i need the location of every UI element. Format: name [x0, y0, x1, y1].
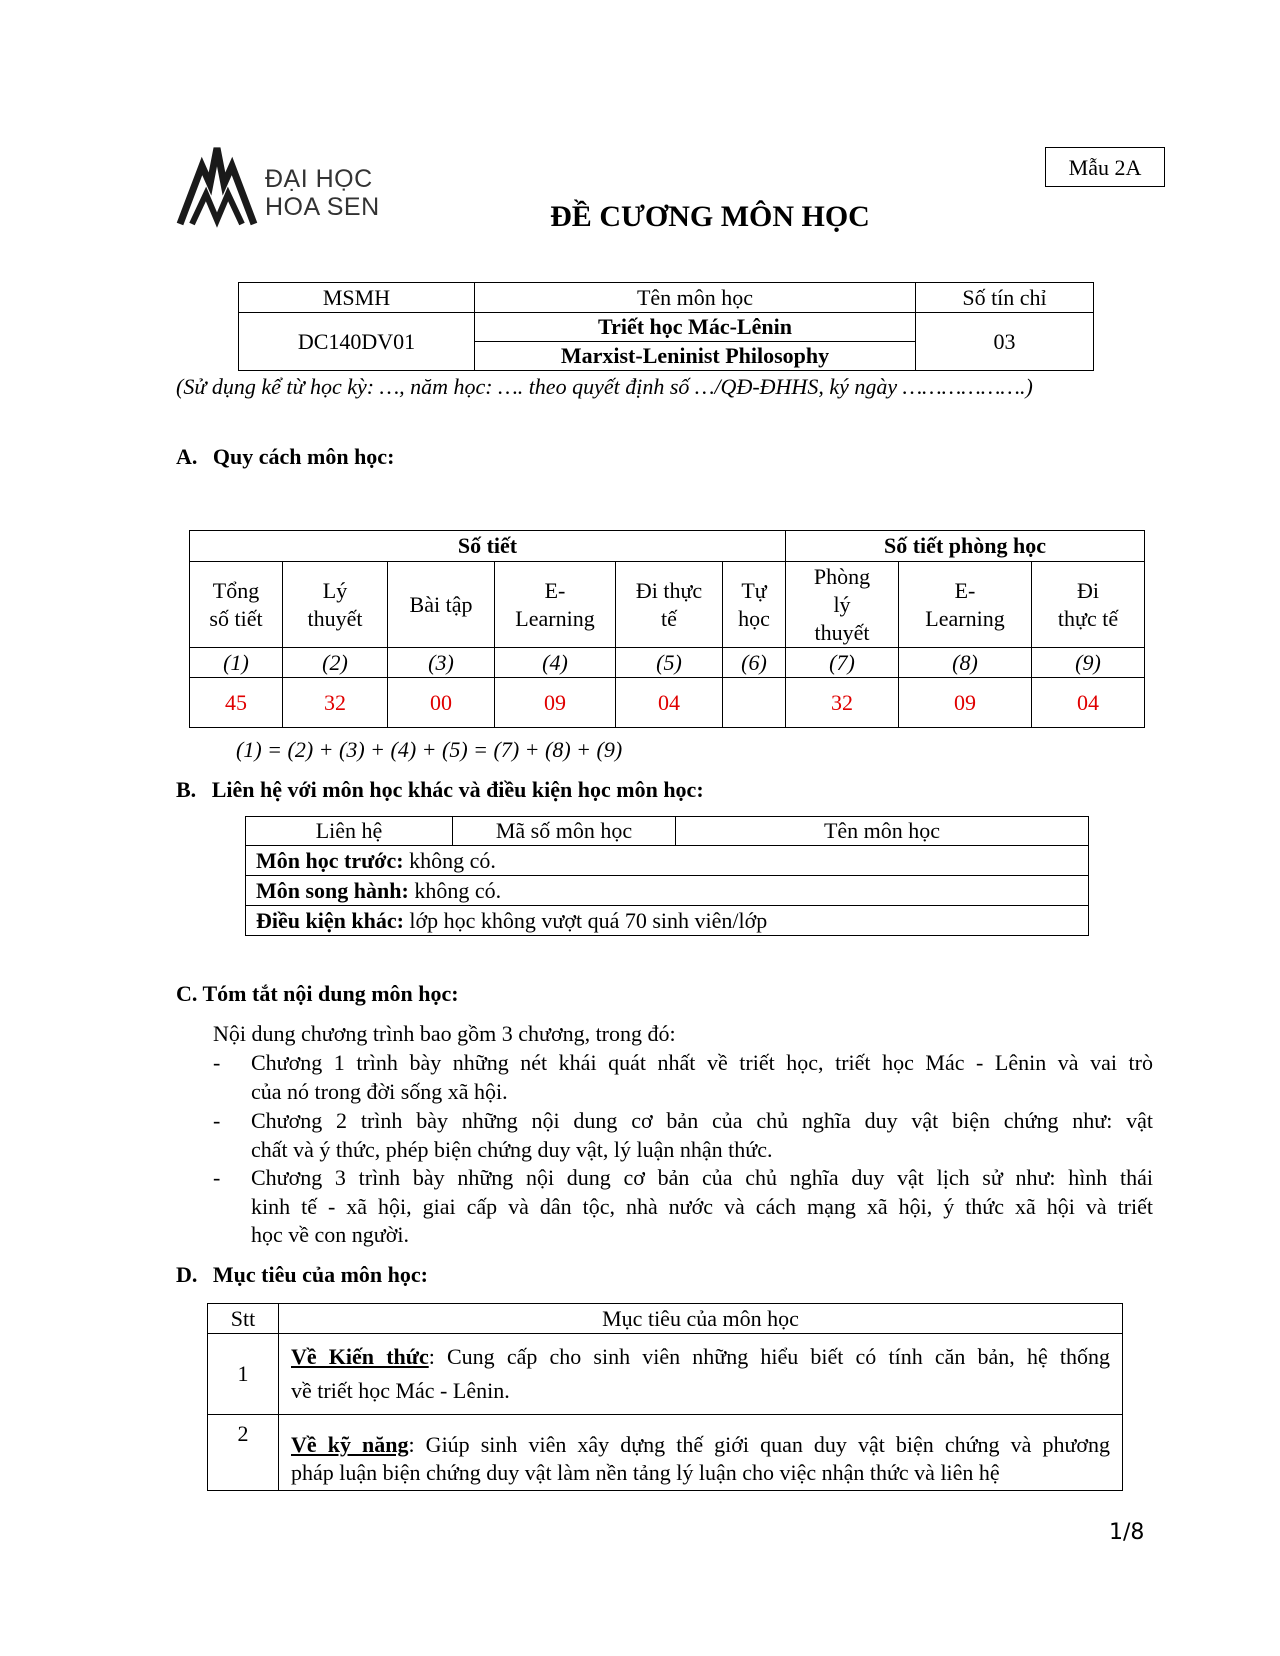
- other-conditions-text: lớp học không vượt quá 70 sinh viên/lớp: [403, 907, 768, 933]
- section-a-letter: A.: [176, 444, 198, 469]
- col-header-line: Đi thực: [635, 577, 703, 603]
- objective-cell: [279, 1415, 1123, 1491]
- section-c-item-1: [213, 1049, 1153, 1106]
- col-header-line: số tiết: [209, 605, 263, 631]
- col-index: (8): [899, 648, 1032, 678]
- col-header: [388, 562, 495, 648]
- section-c-intro: Nội dung chương trình bao gồm 3 chương, trong đó:: [213, 1021, 676, 1046]
- group-room-hours: Số tiết phòng học: [786, 531, 1145, 562]
- col-header-line: thuyết: [307, 605, 363, 631]
- item-line: của nó trong đời sống xã hội.: [251, 1078, 508, 1104]
- col-header-line: thuyết: [814, 619, 870, 645]
- col-header: [283, 562, 388, 648]
- col-index: (7): [786, 648, 899, 678]
- col-header-line: Đi: [1077, 577, 1099, 603]
- col-header: [616, 562, 723, 648]
- hours-value: 04: [1032, 678, 1145, 728]
- item-line: chất và ý thức, phép biện chứng duy vật, lý luận nhận thức.: [251, 1136, 773, 1162]
- item-line: học về con người.: [251, 1222, 409, 1247]
- item-line: Chương 3 trình bày những nội dung cơ bản của chủ nghĩa duy vật lịch sử như: hình thái: [251, 1165, 1153, 1190]
- header-msmh: MSMH: [239, 283, 475, 313]
- section-c-item-2: [213, 1107, 1153, 1164]
- hours-value: 45: [190, 678, 283, 728]
- logo-text-line2: HOA SEN: [265, 193, 380, 221]
- usage-note: (Sử dụng kể từ học kỳ: …, năm học: …. theo quyết định số …/QĐ-ĐHHS, ký ngày ……………….): [176, 374, 1033, 399]
- col-header: [723, 562, 786, 648]
- objective-text: : Giúp sinh viên xây dựng thế giới quan duy vật biện chứng và phương: [408, 1431, 1111, 1457]
- page-number: 1/8: [1109, 1520, 1145, 1545]
- item-line: Chương 1 trình bày những nét khái quát nhất về triết học, triết học Mác - Lênin và vai trò: [251, 1050, 1153, 1075]
- col-header: [899, 562, 1032, 648]
- objective-text: : Cung cấp cho sinh viên những hiểu biết có tính căn bản, hệ thống: [428, 1344, 1110, 1369]
- university-logo: [176, 144, 406, 228]
- col-header-line: Phòng: [813, 563, 871, 589]
- col-index: (1): [190, 648, 283, 678]
- header-relation: Liên hệ: [246, 817, 453, 846]
- col-header-line: E-: [954, 577, 976, 603]
- section-b-heading: [176, 777, 704, 803]
- logo-text-line1: ĐẠI HỌC: [265, 165, 373, 193]
- section-c-item-3: [213, 1164, 1153, 1250]
- col-header-line: tế: [661, 605, 677, 631]
- course-credits: 03: [916, 313, 1094, 371]
- course-code: DC140DV01: [239, 313, 475, 371]
- coreq-row: [246, 876, 1089, 906]
- col-header: [786, 562, 899, 648]
- other-conditions-label: Điều kiện khác:: [256, 907, 404, 933]
- hoa-sen-logo-icon: [176, 144, 258, 228]
- header-course-name: Tên môn học: [475, 283, 916, 313]
- section-d-heading: [176, 1262, 428, 1288]
- document-title: ĐỀ CƯƠNG MÔN HỌC: [550, 200, 870, 233]
- hours-value: 32: [786, 678, 899, 728]
- objective-line: [291, 1340, 1110, 1374]
- section-a-heading: [176, 444, 394, 470]
- bullet-dash: -: [213, 1165, 221, 1190]
- col-header-line: E-: [544, 577, 566, 603]
- section-a-title: Quy cách môn học:: [212, 444, 395, 469]
- hours-value: 09: [495, 678, 616, 728]
- objective-stt: 1: [208, 1334, 279, 1415]
- objective-label: Về kỹ năng: [291, 1431, 409, 1457]
- col-index: (2): [283, 648, 388, 678]
- col-header-line: học: [738, 605, 770, 631]
- course-hours-table: [189, 530, 1145, 728]
- col-header: [190, 562, 283, 648]
- section-b-title: Liên hệ với môn học khác và điều kiện học môn học:: [211, 777, 704, 802]
- form-code-box: Mẫu 2A: [1045, 147, 1165, 187]
- objective-line: [291, 1431, 1110, 1459]
- bullet-dash: -: [213, 1108, 221, 1133]
- coreq-label: Môn song hành:: [256, 877, 409, 903]
- prereq-text: không có.: [403, 847, 496, 873]
- hours-value: 32: [283, 678, 388, 728]
- bullet-dash: -: [213, 1050, 221, 1075]
- hours-formula: (1) = (2) + (3) + (4) + (5) = (7) + (8) + (9): [236, 737, 623, 762]
- col-index: (5): [616, 648, 723, 678]
- objective-label: Về Kiến thức: [291, 1344, 429, 1369]
- group-hours: Số tiết: [190, 531, 786, 562]
- header-course-name: Tên môn học: [676, 817, 1089, 846]
- section-d-title: Mục tiêu của môn học:: [212, 1262, 428, 1287]
- header-credits: Số tín chỉ: [916, 283, 1094, 313]
- col-index: (9): [1032, 648, 1145, 678]
- col-header-line: Learning: [515, 605, 595, 631]
- col-header: [1032, 562, 1145, 648]
- objective-line: về triết học Mác - Lênin.: [291, 1378, 510, 1403]
- other-conditions-row: [246, 906, 1089, 936]
- col-header-line: Tự: [741, 577, 767, 603]
- header-stt: Stt: [208, 1304, 279, 1334]
- hours-value: 04: [616, 678, 723, 728]
- hours-value: 09: [899, 678, 1032, 728]
- col-header: [495, 562, 616, 648]
- header-objective: Mục tiêu của môn học: [279, 1304, 1123, 1334]
- col-header-line: Tổng: [212, 577, 260, 603]
- course-name-en: Marxist-Leninist Philosophy: [475, 342, 916, 371]
- col-header-line: Lý: [322, 577, 348, 603]
- objective-line: pháp luận biện chứng duy vật làm nền tảng lý luận cho việc nhận thức và liên hệ: [291, 1459, 1000, 1485]
- objective-cell: [279, 1334, 1123, 1415]
- col-index: (3): [388, 648, 495, 678]
- hours-value: [723, 678, 786, 728]
- hours-value: 00: [388, 678, 495, 728]
- col-header-line: Learning: [925, 605, 1005, 631]
- coreq-text: không có.: [408, 877, 502, 903]
- item-line: kinh tế - xã hội, giai cấp và dân tộc, nhà nước và cách mạng xã hội, ý thức xã hội và triết: [251, 1193, 1153, 1219]
- col-header-line: lý: [833, 591, 851, 617]
- header-course-code: Mã số môn học: [453, 817, 676, 846]
- section-c-heading: C. Tóm tắt nội dung môn học:: [176, 981, 459, 1006]
- course-info-table: [238, 282, 1094, 371]
- objective-stt: 2: [208, 1415, 279, 1491]
- prereq-row: [246, 846, 1089, 876]
- col-header-line: Bài tập: [409, 591, 473, 617]
- col-index: (6): [723, 648, 786, 678]
- item-line: Chương 2 trình bày những nội dung cơ bản của chủ nghĩa duy vật biện chứng như: vật: [251, 1108, 1153, 1133]
- col-header-line: thực tế: [1057, 605, 1119, 631]
- course-name-vi: Triết học Mác-Lênin: [475, 313, 916, 342]
- section-d-letter: D.: [176, 1262, 198, 1287]
- section-b-letter: B.: [176, 777, 197, 802]
- col-index: (4): [495, 648, 616, 678]
- prerequisites-table: [245, 816, 1089, 936]
- prereq-label: Môn học trước:: [256, 847, 404, 873]
- objectives-table: [207, 1303, 1123, 1491]
